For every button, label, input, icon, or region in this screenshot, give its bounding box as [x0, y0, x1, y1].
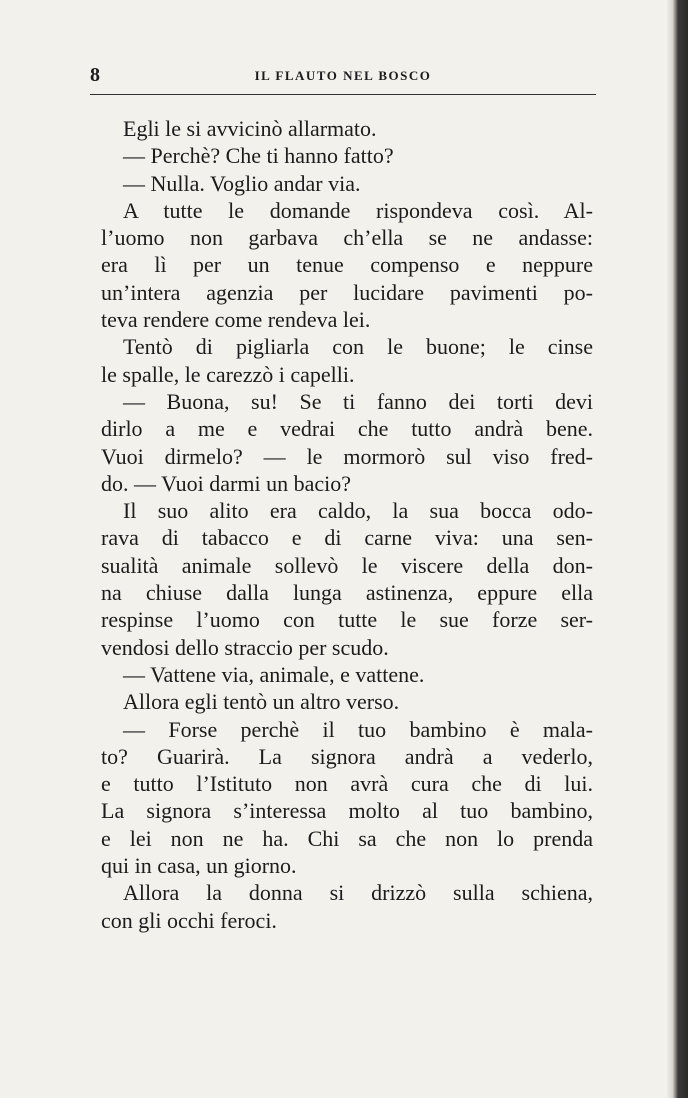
header-rule — [90, 94, 596, 95]
text-line: le spalle, le carezzò i capelli. — [101, 361, 355, 387]
text-line: Allora egli tentò un altro verso. — [123, 689, 400, 715]
text-line: Il suo alito era caldo, la sua bocca odo- — [123, 498, 593, 524]
text-line: dirlo a me e vedrai che tutto andrà bene. — [101, 416, 593, 442]
text-line: Vuoi dirmelo? — le mormorò sul viso fred- — [101, 443, 593, 469]
text-line: A tutte le domande rispondeva così. Al- — [123, 197, 593, 223]
text-line: La signora s’interessa molto al tuo bambino, — [101, 798, 593, 824]
text-line: vendosi dello straccio per scudo. — [101, 634, 389, 660]
page-edge — [666, 0, 688, 1098]
text-line: — Nulla. Voglio andar via. — [123, 170, 361, 196]
text-line: teva rendere come rendeva lei. — [101, 307, 371, 333]
page-number: 8 — [90, 64, 100, 86]
text-line: — Buona, su! Se ti fanno dei torti devi — [123, 388, 593, 414]
text-line: sualità animale sollevò le viscere della don- — [101, 552, 593, 578]
text-line: un’intera agenzia per lucidare pavimenti po- — [101, 279, 593, 305]
text-line: respinse l’uomo con tutte le sue forze ser- — [101, 607, 593, 633]
body-text — [101, 115, 593, 934]
text-line: — Vattene via, animale, e vattene. — [123, 661, 425, 687]
text-line: Tentò di pigliarla con le buone; le cinse — [123, 334, 593, 360]
text-line: qui in casa, un giorno. — [101, 853, 297, 879]
text-line: Allora la donna si drizzò sulla schiena, — [123, 880, 593, 906]
text-line: na chiuse dalla lunga astinenza, eppure ella — [101, 580, 593, 606]
text-line: do. — Vuoi darmi un bacio? — [101, 470, 352, 496]
text-line: l’uomo non garbava ch’ella se ne andasse: — [101, 225, 593, 251]
text-line: e lei non ne ha. Chi sa che non lo prenda — [101, 825, 593, 851]
text-line: to? Guarirà. La signora andrà a vederlo, — [101, 743, 593, 769]
text-line: rava di tabacco e di carne viva: una sen- — [101, 525, 593, 551]
text-line: era lì per un tenue compenso e neppure — [101, 252, 593, 278]
text-line: con gli occhi feroci. — [101, 907, 277, 933]
text-line: Egli le si avvicinò allarmato. — [123, 116, 377, 141]
running-title: IL FLAUTO NEL BOSCO — [254, 68, 432, 83]
page-header — [90, 60, 596, 96]
text-line: — Perchè? Che ti hanno fatto? — [123, 143, 394, 169]
text-line: e tutto l’Istituto non avrà cura che di lui. — [101, 771, 593, 797]
text-line: — Forse perchè il tuo bambino è mala- — [123, 716, 593, 742]
